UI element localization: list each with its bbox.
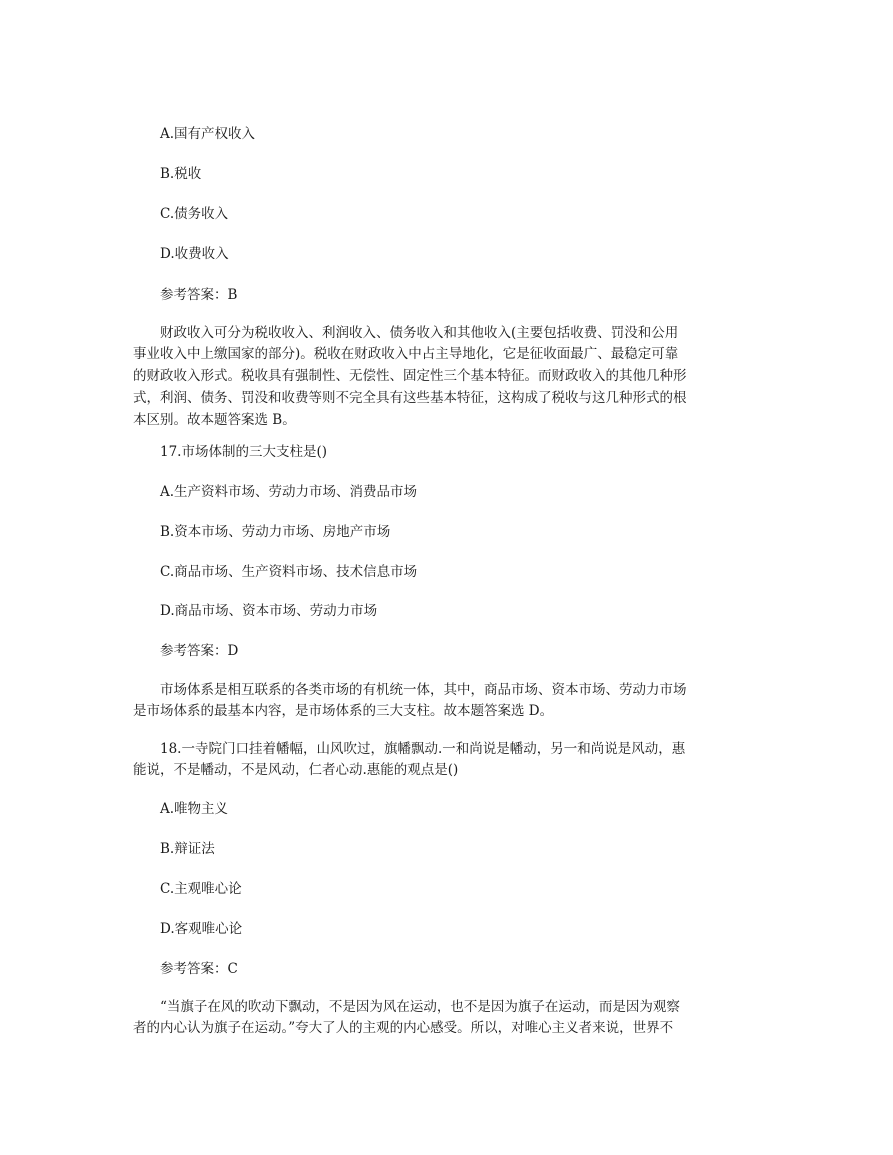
q16-explanation-line: 式，利润、债务、罚没和收费等则不完全具有这些基本特征，这构成了税收与这几种形式的根 — [133, 390, 687, 406]
q18-option-b: B.辩证法 — [160, 841, 215, 857]
q18-question-line: 能说，不是幡动，不是风动，仁者心动.惠能的观点是() — [133, 762, 459, 778]
q18-option-a: A.唯物主义 — [160, 801, 229, 817]
q18-answer: 参考答案：C — [160, 961, 238, 977]
q16-option-b: B.税收 — [160, 166, 202, 182]
q16-explanation-line: 财政收入可分为税收收入、利润收入、债务收入和其他收入(主要包括收费、罚没和公用 — [160, 325, 679, 341]
q17-option-d: D.商品市场、资本市场、劳动力市场 — [160, 603, 378, 619]
q17-option-b: B.资本市场、劳动力市场、房地产市场 — [160, 524, 391, 540]
q16-explanation-line: 事业收入中上缴国家的部分)。税收在财政收入中占主导地化，它是征收面最广、最稳定可靠 — [133, 346, 679, 362]
q16-explanation-line: 本区别。故本题答案选 B。 — [133, 412, 296, 428]
q16-answer: 参考答案：B — [160, 287, 238, 303]
q17-explanation-line: 市场体系是相互联系的各类市场的有机统一体，其中，商品市场、资本市场、劳动力市场 — [160, 682, 687, 698]
q18-option-c: C.主观唯心论 — [160, 881, 242, 897]
q16-option-a: A.国有产权收入 — [160, 126, 256, 142]
q16-option-c: C.债务收入 — [160, 206, 229, 222]
q16-option-d: D.收费收入 — [160, 246, 229, 262]
q17-explanation-line: 是市场体系的最基本内容，是市场体系的三大支柱。故本题答案选 D。 — [133, 703, 554, 719]
q16-explanation-line: 的财政收入形式。税收具有强制性、无偿性、固定性三个基本特征。而财政收入的其他几种形 — [133, 368, 687, 384]
q18-explanation-line: 者的内心认为旗子在运动。”夸大了人的主观的内心感受。所以，对唯心主义者来说，世界不 — [133, 1020, 674, 1036]
q18-option-d: D.客观唯心论 — [160, 921, 243, 937]
q17-option-c: C.商品市场、生产资料市场、技术信息市场 — [160, 564, 418, 580]
q18-question-line: 18.一寺院门口挂着幡幅，山风吹过，旗幡飘动.一和尚说是幡动，另一和尚说是风动，惠 — [160, 741, 686, 757]
q17-option-a: A.生产资料市场、劳动力市场、消费品市场 — [160, 484, 418, 500]
q17-answer: 参考答案：D — [160, 643, 239, 659]
q17-question: 17.市场体制的三大支柱是() — [160, 444, 328, 460]
q18-explanation-line: “当旗子在风的吹动下飘动，不是因为风在运动，也不是因为旗子在运动，而是因为观察 — [160, 999, 680, 1015]
